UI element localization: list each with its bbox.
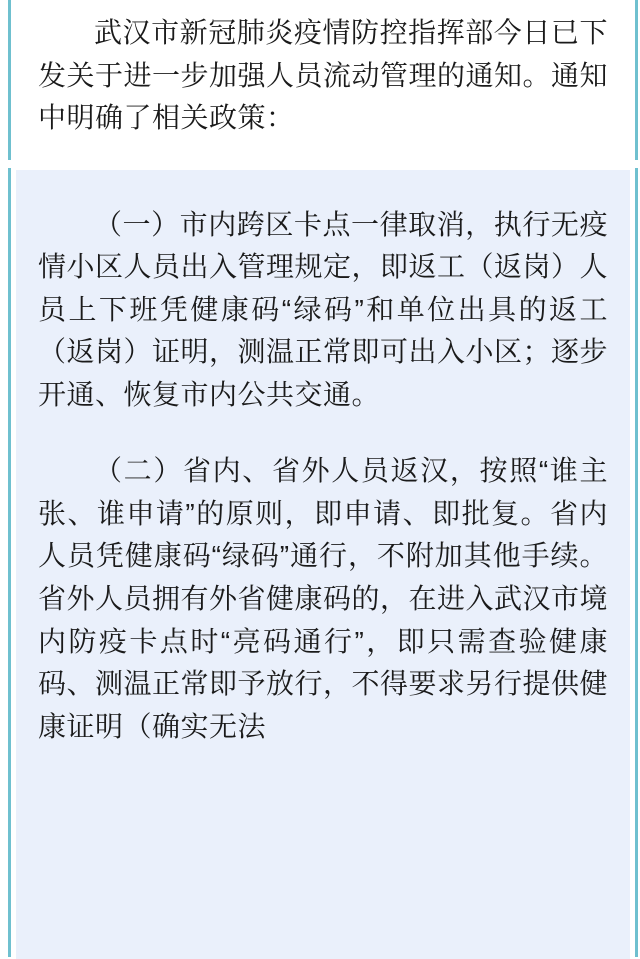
- policy-section-one: （一）市内跨区卡点一律取消，执行无疫情小区人员出入管理规定，即返工（返岗）人员上下班凭健康码“绿码”和单位出具的返工（返岗）证明，测温正常即可出入小区；逐步开通、恢复市内公共交通。: [38, 208, 609, 410]
- left-accent-bar-top: [8, 0, 11, 160]
- policy-section-two: （二）省内、省外人员返汉，按照“谁主张、谁申请”的原则，即申请、即批复。省内人员凭健康码“绿码”通行，不附加其他手续。省外人员拥有外省健康码的，在进入武汉市境内防疫卡点时“亮码通行”，即只需查验健康码、测温正常即予放行，不得要求另行提供健康证明（确实无法: [38, 455, 609, 742]
- right-accent-rail: [630, 0, 640, 957]
- left-accent-rail: [0, 0, 16, 957]
- intro-block: [16, 0, 630, 170]
- article-content: [16, 0, 630, 957]
- intro-paragraph: 武汉市新冠肺炎疫情防控指挥部今日已下发关于进一步加强人员流动管理的通知。通知中明确了相关政策：: [38, 17, 609, 134]
- right-accent-bar-top: [635, 0, 638, 160]
- highlighted-policy-block: [16, 170, 630, 959]
- left-accent-bar-bottom: [8, 168, 11, 957]
- right-accent-bar-bottom: [635, 168, 638, 957]
